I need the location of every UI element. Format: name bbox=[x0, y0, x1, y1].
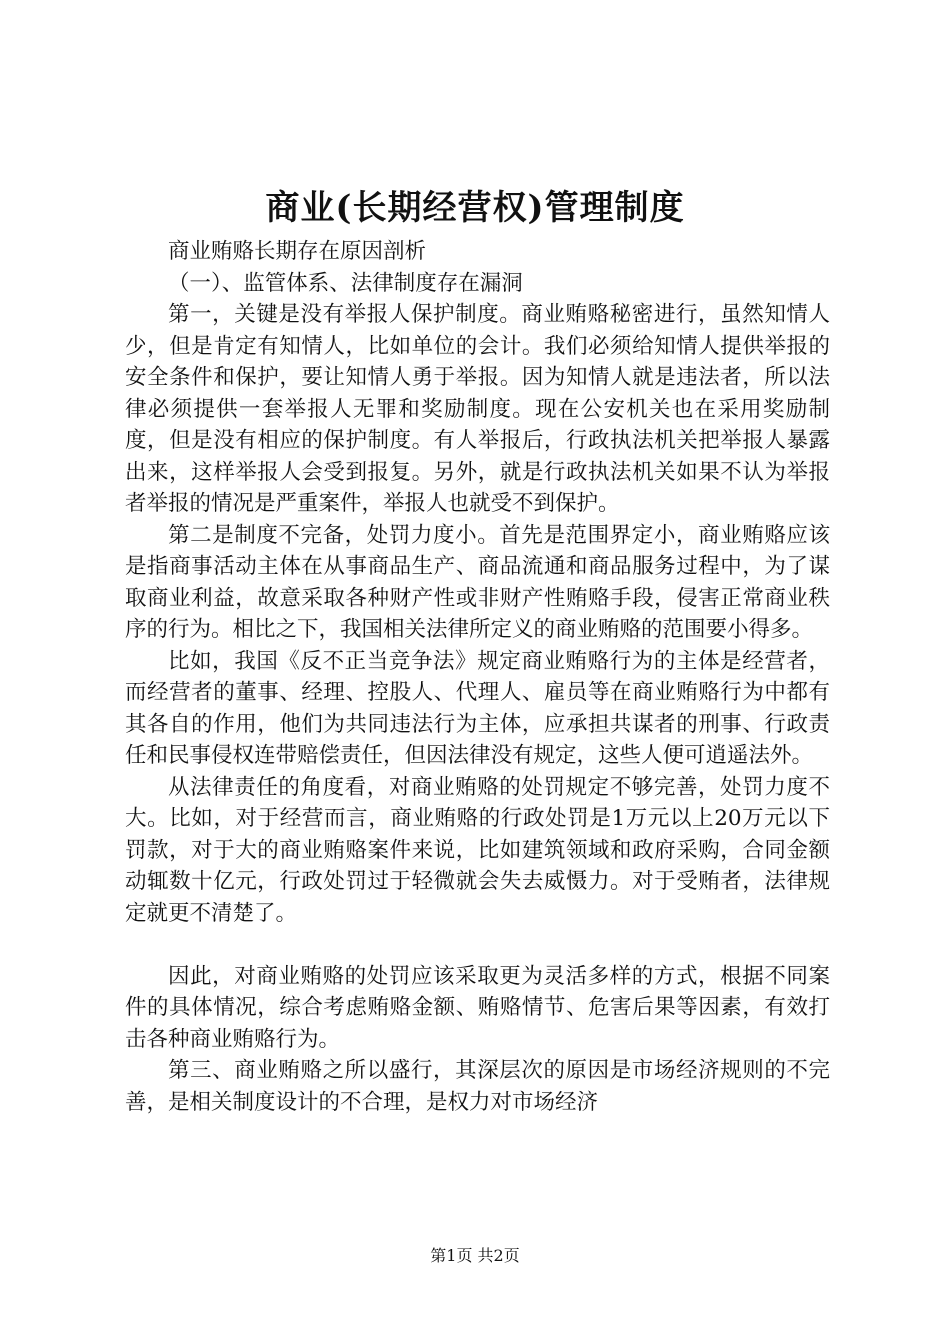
body-paragraph: 第一，关键是没有举报人保护制度。商业贿赂秘密进行，虽然知情人少，但是肯定有知情人，比如单位的会计。我们必须给知情人提供举报的安全条件和保护，要让知情人勇于举报。因为知情人就是违法者，所以法律必须提供一套举报人无罪和奖励制度。现在公安机关也在采用奖励制度，但是没有相应的保护制度。有人举报后，行政执法机关把举报人暴露出来，这样举报人会受到报复。另外，就是行政执法机关如果不认为举报者举报的情况是严重案件，举报人也就受不到保护。 bbox=[125, 302, 830, 516]
body-paragraph: 因此，对商业贿赂的处罚应该采取更为灵活多样的方式，根据不同案件的具体情况，综合考虑贿赂金额、贿赂情节、危害后果等因素，有效打击各种商业贿赂行为。 bbox=[125, 963, 830, 1052]
body-paragraph: 从法律责任的角度看，对商业贿赂的处罚规定不够完善，处罚力度不大。比如，对于经营而言，商业贿赂的行政处罚是1万元以上20万元以下罚款，对于大的商业贿赂案件来说，比如建筑领域和政府采购，合同金额动辄数十亿元，行政处罚过于轻微就会失去威慑力。对于受贿者，法律规定就更不清楚了。 bbox=[125, 774, 830, 926]
section-heading: 商业贿赂长期存在原因剖析 bbox=[168, 239, 427, 264]
page-number-footer: 第1页 共2页 bbox=[430, 1246, 520, 1265]
subsection-heading: （一）、监管体系、法律制度存在漏洞 bbox=[168, 270, 523, 296]
document-body bbox=[125, 236, 830, 1118]
body-paragraph: 第三、商业贿赂之所以盛行，其深层次的原因是市场经济规则的不完善，是相关制度设计的不合理，是权力对市场经济 bbox=[125, 1058, 830, 1115]
document-title: 商业(长期经营权)管理制度 bbox=[265, 188, 685, 228]
body-paragraph: 第二是制度不完备，处罚力度小。首先是范围界定小，商业贿赂应该是指商事活动主体在从事商品生产、商品流通和商品服务过程中，为了谋取商业利益，故意采取各种财产性或非财产性贿赂手段，侵害正常商业秩序的行为。相比之下，我国相关法律所定义的商业贿赂的范围要小得多。 bbox=[125, 522, 830, 642]
body-paragraph: 比如，我国《反不正当竞争法》规定商业贿赂行为的主体是经营者，而经营者的董事、经理、控股人、代理人、雇员等在商业贿赂行为中都有其各自的作用，他们为共同违法行为主体，应承担共谋者的刑事、行政责任和民事侵权连带赔偿责任，但因法律没有规定，这些人便可逍遥法外。 bbox=[125, 648, 830, 768]
